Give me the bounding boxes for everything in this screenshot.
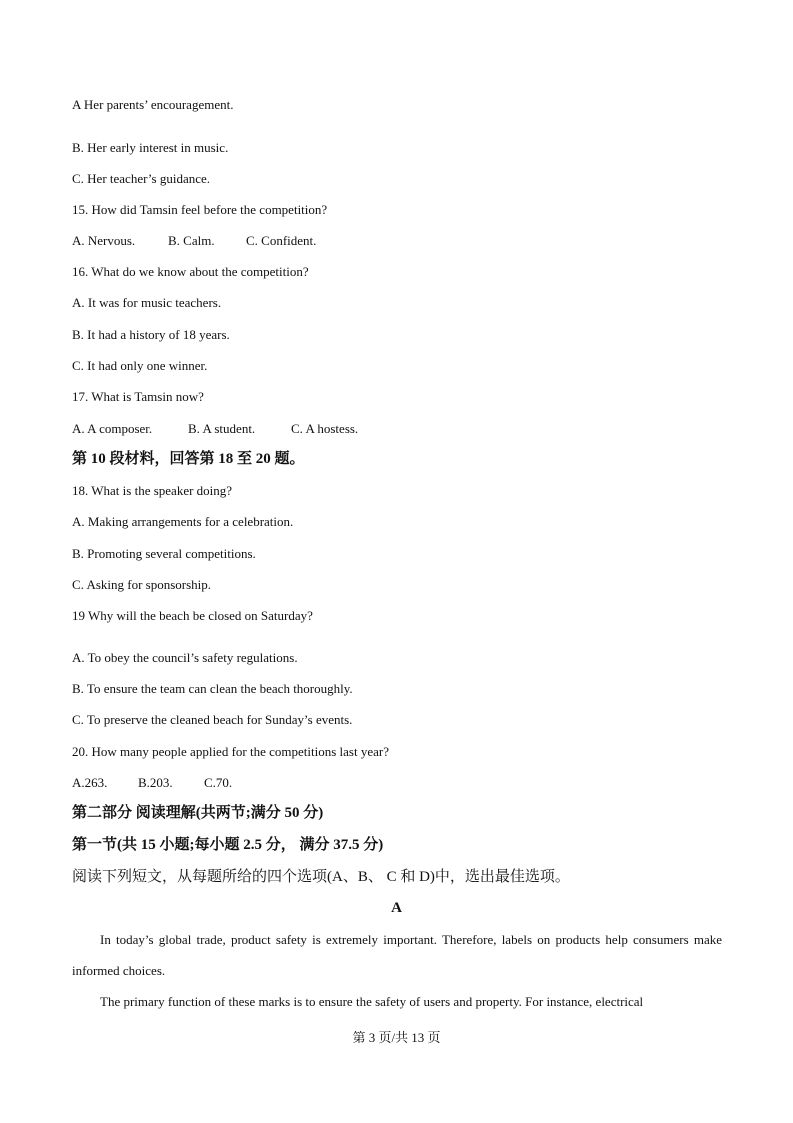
reading-instruction: 阅读下列短文，从每题所给的四个选项(A、B、 C 和 D)中，选出最佳选项。 [72, 869, 570, 885]
q20-options [72, 775, 232, 791]
q15-options [72, 233, 316, 249]
part-2-heading: 第二部分 阅读理解(共两节;满分 50 分) [72, 805, 324, 821]
q18-option-c: C. Asking for sponsorship. [72, 577, 212, 592]
section-1-heading: 第一节(共 15 小题;每小题 2.5 分， 满分 37.5 分) [72, 837, 384, 853]
q17-option-a: A. A composer. [72, 421, 153, 436]
q19-option-c: C. To preserve the cleaned beach for Sunday’s events. [72, 712, 353, 727]
q20-option-a: A.263. [72, 775, 108, 790]
section-10-heading: 第 10 段材料，回答第 18 至 20 题。 [72, 451, 305, 467]
page-footer: 第 3 页/共 13 页 [352, 1030, 441, 1045]
question-17: 17. What is Tamsin now? [72, 389, 204, 404]
passage-title: A [391, 900, 402, 916]
q17-options [72, 421, 358, 437]
q16-option-a: A. It was for music teachers. [72, 295, 222, 310]
question-16: 16. What do we know about the competition? [72, 264, 309, 279]
q14-option-b: B. Her early interest in music. [72, 140, 229, 155]
question-15: 15. How did Tamsin feel before the competition? [72, 202, 328, 217]
q17-option-c: C. A hostess. [291, 421, 359, 436]
q15-option-a: A. Nervous. [72, 233, 136, 248]
passage-paragraph-1: In today’s global trade, product safety is extremely important. Therefore, labels on products help consumers make informed choices. [72, 932, 722, 978]
q17-option-b: B. A student. [188, 421, 256, 436]
q20-option-b: B.203. [138, 775, 173, 790]
question-18: 18. What is the speaker doing? [72, 483, 233, 498]
passage-paragraph-2: The primary function of these marks is to ensure the safety of users and property. For instance, electrical [100, 994, 644, 1009]
q16-option-c: C. It had only one winner. [72, 358, 208, 373]
q15-option-c: C. Confident. [246, 233, 317, 248]
q19-option-a: A. To obey the council’s safety regulations. [72, 650, 298, 665]
q14-option-c: C. Her teacher’s guidance. [72, 171, 211, 186]
q19-option-b: B. To ensure the team can clean the beach thoroughly. [72, 681, 353, 696]
question-20: 20. How many people applied for the competitions last year? [72, 744, 389, 759]
q18-option-a: A. Making arrangements for a celebration. [72, 514, 294, 529]
q14-option-a: A Her parents’ encouragement. [72, 97, 234, 112]
q15-option-b: B. Calm. [168, 233, 215, 248]
q20-option-c: C.70. [204, 775, 233, 790]
question-19: 19 Why will the beach be closed on Saturday? [72, 608, 313, 623]
q16-option-b: B. It had a history of 18 years. [72, 327, 230, 342]
q18-option-b: B. Promoting several competitions. [72, 546, 256, 561]
